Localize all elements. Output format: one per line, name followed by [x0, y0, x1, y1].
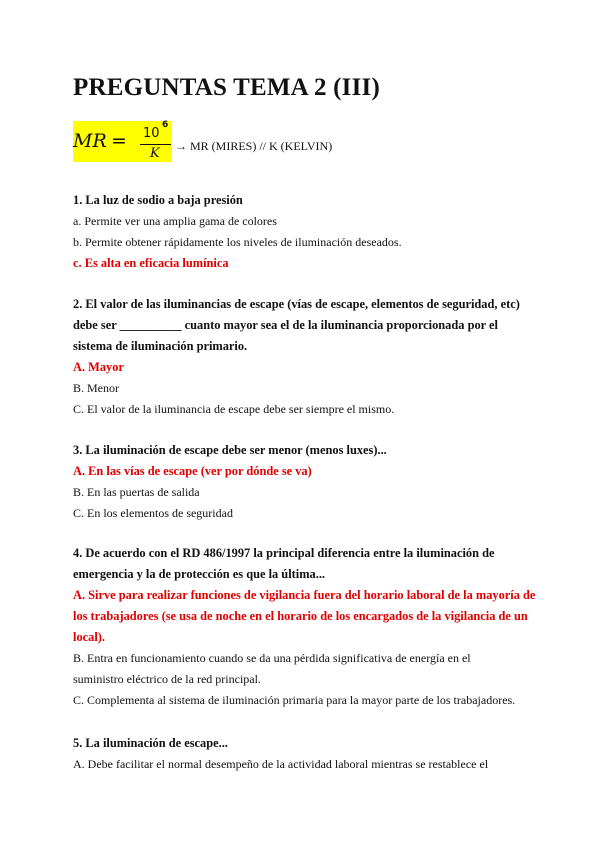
formula-exponent: 6 [162, 120, 169, 130]
question-text: emergencia y la de protección es que la última... [73, 567, 326, 581]
answer-option: B. Menor [73, 381, 119, 395]
question-text: 5. La iluminación de escape... [73, 736, 228, 750]
answer-option: A. Debe facilitar el normal desempeño de la actividad laboral mientras se restablece el [73, 757, 489, 771]
formula-lhs: MR [73, 130, 107, 152]
answer-option: C. En los elementos de seguridad [73, 506, 233, 520]
answer-option: C. Complementa al sistema de iluminación primaria para la mayor parte de los trabajadores. [73, 693, 516, 707]
correct-answer-option: A. Mayor [73, 360, 124, 374]
fraction-bar [140, 144, 171, 145]
answer-option: B. En las puertas de salida [73, 485, 200, 499]
formula-fraction [139, 118, 175, 164]
question-text: 1. La luz de sodio a baja presión [73, 193, 243, 207]
correct-answer-option: los trabajadores (se usa de noche en el horario de los encargados de la vigilancia de un [73, 609, 528, 623]
answer-option: B. Entra en funcionamiento cuando se da una pérdida significativa de energía en el [73, 651, 471, 665]
formula-equals: = [111, 130, 127, 152]
correct-answer-option: A. En las vías de escape (ver por dónde se va) [73, 464, 312, 478]
correct-answer-option: A. Sirve para realizar funciones de vigilancia fuera del horario laboral de la mayoría de [73, 588, 536, 602]
answer-option: C. El valor de la iluminancia de escape debe ser siempre el mismo. [73, 402, 395, 416]
question-text: sistema de iluminación primario. [73, 339, 248, 353]
correct-answer-option: local). [73, 630, 105, 644]
answer-option: b. Permite obtener rápidamente los niveles de iluminación deseados. [73, 235, 402, 249]
correct-answer-option: c. Es alta en eficacia lumínica [73, 256, 229, 270]
formula-denominator: K [150, 146, 160, 161]
mired-formula [73, 118, 533, 164]
formula-note: → MR (MIRES) // K (KELVIN) [175, 139, 333, 153]
question-text: debe ser __________ cuanto mayor sea el de la iluminancia proporcionada por el [73, 318, 498, 332]
page-title: PREGUNTAS TEMA 2 (III) [73, 74, 380, 101]
answer-option: suministro eléctrico de la red principal. [73, 672, 261, 686]
question-text: 3. La iluminación de escape debe ser menor (menos luxes)... [73, 443, 387, 457]
formula-numerator: 10 [143, 126, 160, 141]
answer-option: a. Permite ver una amplia gama de colores [73, 214, 277, 228]
question-text: 2. El valor de las iluminancias de escape (vías de escape, elementos de seguridad, etc) [73, 297, 520, 311]
question-text: 4. De acuerdo con el RD 486/1997 la principal diferencia entre la iluminación de [73, 546, 495, 560]
